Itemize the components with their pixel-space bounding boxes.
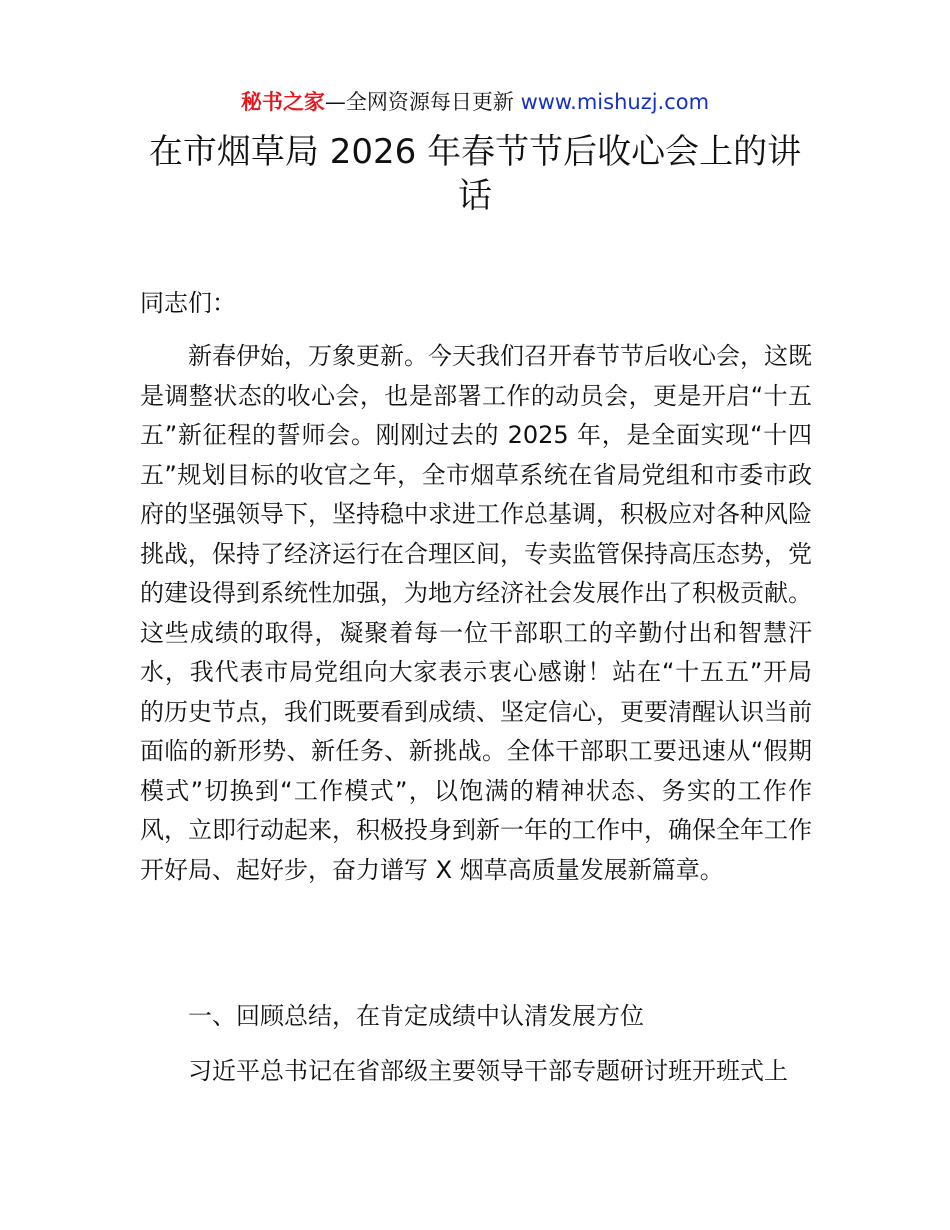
section-heading: 一、回顾总结，在肯定成绩中认清发展方位 [188,1002,644,1030]
brand-name: 秘书之家 [240,90,325,114]
paragraph: 新春伊始，万象更新。今天我们召开春节节后收心会，这既是调整状态的收心会，也是部署工作的动员会，更是开启“十五五”新征程的誓师会。刚刚过去的 2025 年，是全面实现“十四五”规划目标的收官之年，全市烟草系统在省局党组和市委市政府的坚强领导下，坚持稳中求进工作总基调，积极应对各种风险挑战，保持了经济运行在合理区间，专卖监管保持高压态势，党的建设得到系统性加强，为地方经济社会发展作出了积极贡献。这些成绩的取得，凝聚着每一位干部职工的辛勤付出和智慧汗水，我代表市局党组向大家表示衷心感谢！站在“十五五”开局的历史节点，我们既要看到成绩、坚定信心，更要清醒认识当前面临的新形势、新任务、新挑战。全体干部职工要迅速从“假期模式”切换到“工作模式”，以饱满的精神状态、务实的工作作风，立即行动起来，积极投身到新一年的工作中，确保全年工作开好局、起好步，奋力谱写 X 烟草高质量发展新篇章。 [140,342,812,884]
site-url-link[interactable]: www.mishuzj.com [520,90,710,114]
salutation: 同志们： [140,289,236,317]
paragraph: 习近平总书记在省部级主要领导干部专题研讨班开班式上 [188,1057,788,1085]
site-header [0,88,950,116]
header-tagline: —全网资源每日更新 [324,90,521,114]
document-title: 在市烟草局 2026 年春节节后收心会上的讲话 [148,132,802,216]
